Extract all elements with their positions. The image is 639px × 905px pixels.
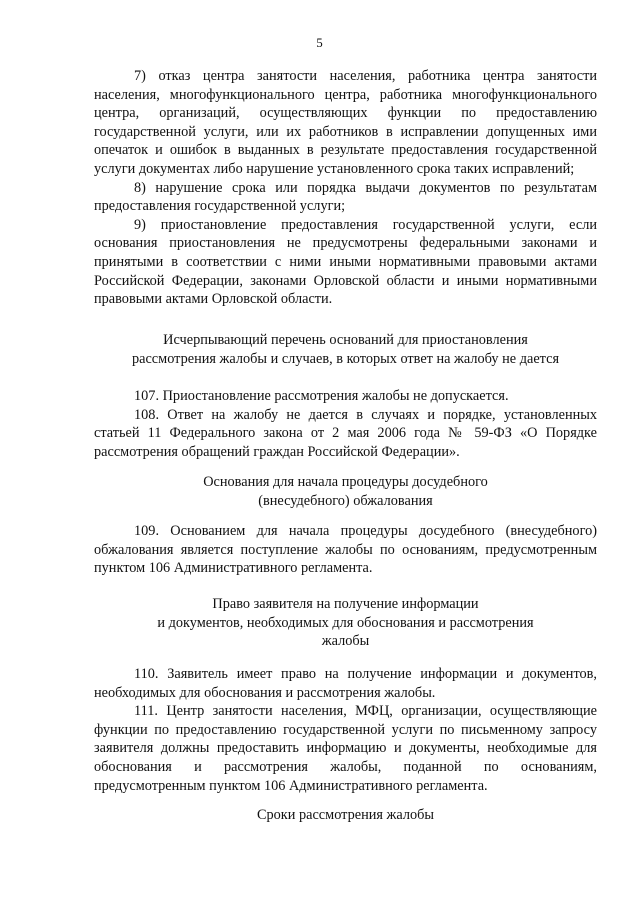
heading-line: Право заявителя на получение информации — [212, 596, 479, 612]
paragraph-109: 109. Основанием для начала процедуры досудебного (внесудебного) обжалования является поступление жалобы по основаниям, предусмотренным пунктом 106 Административного регламента. — [94, 523, 597, 577]
list-items-block — [94, 67, 597, 309]
page-number: 5 — [316, 35, 323, 50]
paragraph-110: 110. Заявитель имеет право на получение информации и документов, необходимых для обоснования и рассмотрения жалобы. — [94, 666, 597, 701]
section-heading-suspension — [94, 331, 597, 368]
section-heading-pretrial-grounds — [94, 473, 597, 510]
paragraph-108: 108. Ответ на жалобу не дается в случаях и порядке, установленных статьей 11 Федерального закона от 2 мая 2006 года № 59-ФЗ «О Порядке рассмотрения обращений граждан Российской Федерации». — [94, 406, 597, 460]
list-item-9: 9) приостановление предоставления государственной услуги, если основания приостановления не предусмотрены федеральными законами и принятыми в соответствии с ними иными нормативными правовыми актами Российской Федерации, законами Орловской области и иными нормативными правовыми актами Орловской области. — [94, 216, 597, 308]
heading-line: Сроки рассмотрения жалобы — [256, 807, 435, 823]
heading-line: Исчерпывающий перечень оснований для приостановления — [163, 332, 528, 348]
paragraph-107: 107. Приостановление рассмотрения жалобы не допускается. — [134, 388, 509, 404]
paragraphs-110-111 — [94, 665, 597, 795]
list-item-8: 8) нарушение срока или порядка выдачи документов по результатам предоставления государственной услуги; — [94, 179, 597, 215]
paragraphs-107-108 — [94, 387, 597, 461]
paragraph-111: 111. Центр занятости населения, МФЦ, организации, осуществляющие функции по предоставлению государственной услуги по письменному запросу заявителя должны предоставить информацию и документы, необходимые для обоснования и рассмотрения жалобы, поданной по основаниям, предусмотренным пунктом 106 Административного регламента. — [94, 703, 597, 794]
section-heading-applicant-rights — [94, 595, 597, 651]
list-item-7: 7) отказ центра занятости населения, работника центра занятости населения, многофункционального центра, работника многофункционального центра, организаций, осуществляющих функции по предоставлению государственной услуги, или их работников в исправлении допущенных ими опечаток и ошибок в выданных в результате предоставления государственной услуги документах либо нарушение установленного срока таких исправлений; — [94, 68, 597, 177]
heading-line: Основания для начала процедуры досудебного — [203, 474, 488, 490]
heading-line: (внесудебного) обжалования — [258, 492, 433, 509]
heading-line: жалобы — [321, 633, 370, 650]
heading-line: и документов, необходимых для обоснования и рассмотрения — [157, 614, 534, 631]
heading-line: рассмотрения жалобы и случаев, в которых ответ на жалобу не дается — [131, 350, 560, 367]
section-heading-review-terms — [94, 806, 597, 825]
paragraph-109-block — [94, 522, 597, 578]
